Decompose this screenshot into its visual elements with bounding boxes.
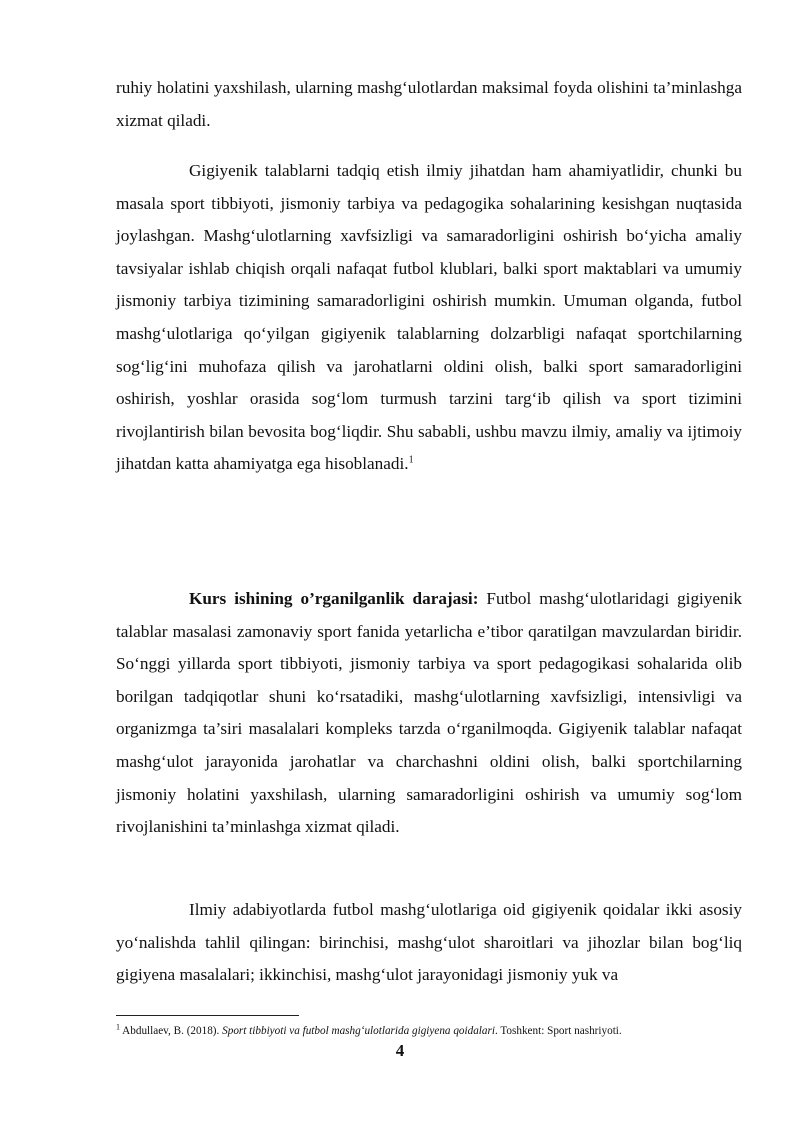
footnote-marker: 1 <box>116 1022 120 1032</box>
paragraph-2 <box>116 155 742 481</box>
paragraph-literature <box>116 894 742 992</box>
paragraph-3-text: Futbol mashg‘ulotlaridagi gigiyenik talablar masalasi zamonaviy sport fanida yetarlicha e’tibor qaratilgan mavzulardan biridir. So‘nggi yillarda sport tibbiyoti, jismoniy tarbiya va sport pedagogikasi sohalarida olib borilgan tadqiqotlar shuni ko‘rsatadiki, mashg‘ulotlarning xavfsizligi, intensivligi va organizmga ta’siri masalalari kompleks tarzda o‘rganilmoqda. Gigiyenik talablar nafaqat mashg‘ulot jarayonida jarohatlar va charchashni oldini olish, balki sportchilarning jismoniy holatini yaxshilash, ularning samaradorligini oshirish va umumiy sog‘lom rivojlanishini ta’minlashga xizmat qiladi. <box>116 589 742 837</box>
footnote-separator <box>116 1015 299 1016</box>
page-number: 4 <box>395 1041 405 1060</box>
paragraph-1-text: ruhiy holatini yaxshilash, ularning mashg‘ulotlardan maksimal foyda olishini ta’minlashga xizmat qiladi. <box>116 78 742 130</box>
footnote-reference[interactable]: 1 <box>408 454 414 466</box>
footnote-title: Sport tibbiyoti va futbol mashg‘ulotlarida gigiyena qoidalari <box>222 1025 495 1037</box>
section-heading: Kurs ishining o’rganilganlik darajasi: <box>189 589 479 608</box>
footnote <box>116 1024 756 1039</box>
paragraph-continuation <box>116 72 742 137</box>
paragraph-3 <box>116 583 742 844</box>
footnote-author: Abdullaev, B. (2018). <box>120 1025 223 1037</box>
footnote-publisher: . Toshkent: Sport nashriyoti. <box>494 1025 622 1037</box>
paragraph-significance <box>116 155 742 481</box>
paragraph-2-text: Gigiyenik talablarni tadqiq etish ilmiy jihatdan ham ahamiyatlidir, chunki bu masala sport tibbiyoti, jismoniy tarbiya va pedagogika sohalarining kesishgan nuqtasida joylashgan. Mashg‘ulotlarning xavfsizligi va samaradorligini oshirish bo‘yicha amaliy tavsiyalar ishlab chiqish orqali nafaqat futbol klublari, balki sport maktablari va umumiy jismoniy tarbiya tizimining samaradorligini oshirish mumkin. Umuman olganda, futbol mashg‘ulotlariga qo‘yilgan gigiyenik talablarning dolzarbligi nafaqat sportchilarning sog‘lig‘ini muhofaza qilish va jarohatlarni oldini olish, balki sport samaradorligini oshirish, yoshlar orasida sog‘lom turmush tarzini targ‘ib qilish va sport tizimini rivojlantirish bilan bevosita bog‘liqdir. Shu sababli, ushbu mavzu ilmiy, amaliy va ijtimoiy jihatdan katta ahamiyatga ega hisoblanadi. <box>116 161 742 474</box>
paragraph-4-text: Ilmiy adabiyotlarda futbol mashg‘ulotlariga oid gigiyenik qoidalar ikki asosiy yo‘nalishda tahlil qilingan: birinchisi, mashg‘ulot sharoitlari va jihozlar bilan bog‘liq gigiyena masalalari; ikkinchisi, mashg‘ulot jarayonidagi jismoniy yuk va <box>116 900 742 985</box>
paragraph-study-level <box>116 583 742 844</box>
